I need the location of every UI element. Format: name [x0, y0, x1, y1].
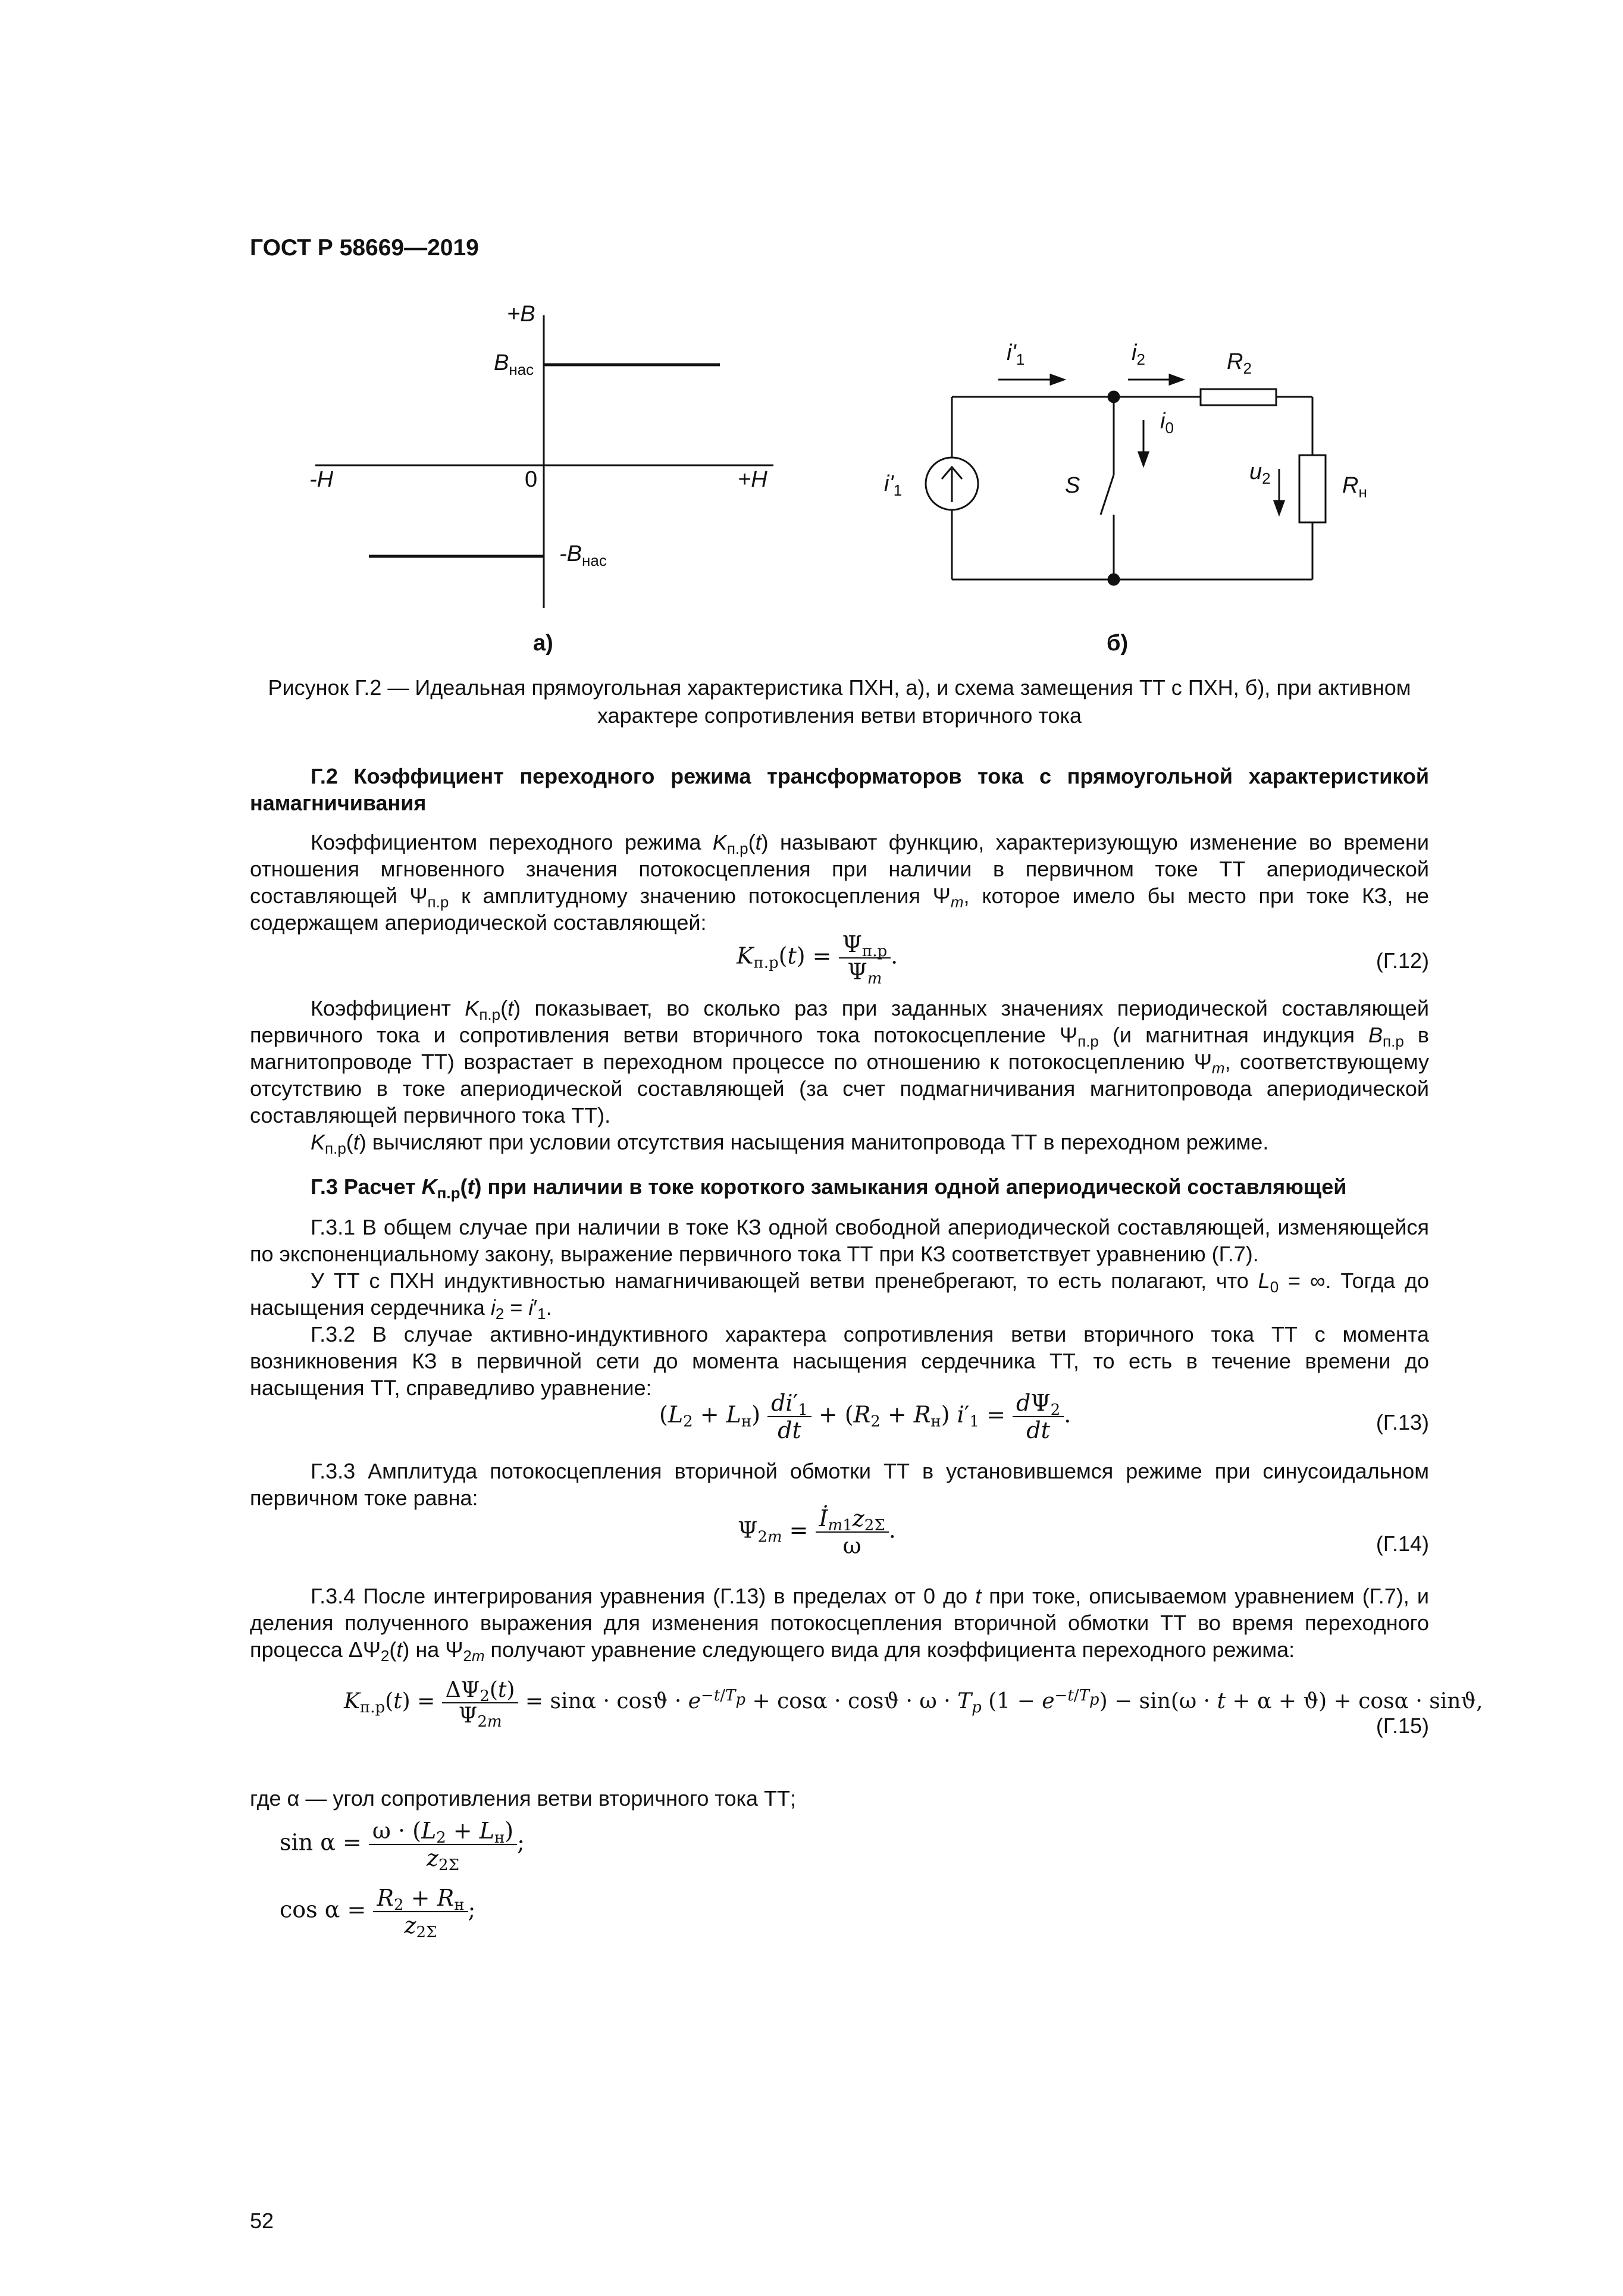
label-minus-h: -H	[309, 467, 334, 492]
label-i2: $i_2$	[1132, 340, 1145, 368]
equation-number-g15: (Г.15)	[1376, 1714, 1429, 1738]
paragraph-g2-1: Коэффициентом переходного режима $K_{п.р}(t)$ называют функцию, характеризующую изменение во времени отношения мгновенного значения потокосцепления при наличии в первичном токе ТТ апериодической составляющей $\Psi_{п.р}$ к амплитудному значению потокосцепления $\Psi_m$, которое имело бы место при токе КЗ, не содержащем апериодической составляющей:	[250, 830, 1429, 935]
formula-g13: $(L_2 + L_н)$ $\frac{di'_1}{dt}$ + $(R_2 + R_н) i'_1$ = $\frac{d\Psi_2}{dt}$ .	[659, 1390, 1071, 1443]
label-i0: $i_0$	[1160, 409, 1174, 437]
formula-sin-alpha: sin α = $\frac{\omega \cdot (L_2 + L_н)}{z_{2\Sigma}}$ ;	[280, 1818, 525, 1874]
formula-g12: $K_{п.р}(t)$ = $\frac{\Psi_{п.р}}{\Psi_m}$ .	[737, 931, 898, 988]
formula-cos-alpha: cos α = $\frac{R_2 + R_н}{z_{2\Sigma}}$ ;	[280, 1885, 476, 1941]
page-number: 52	[250, 2209, 274, 2233]
paragraph-g2-2: Коэффициент $K_{п.р}(t)$ показывает, во сколько раз при заданных значениях периодической составляющей первичного тока и сопротивления ветви вторичного тока потокосцепление $\Psi_{п.р}$ (и магнитная индукция $B_{п.р}$ в магнитопроводе ТТ) возрастает в переходном процессе по отношению к потокосцеплению $\Psi_m$, соответствующему отсутствию в токе апериодической составляющей (за счет подмагничивания магнитопровода апериодической составляющей первичного тока ТТ).	[250, 996, 1430, 1127]
section-g3-title: Г.3 Расчет $K_{п.р}(t)$ при наличии в токе короткого замыкания одной апериодической составляющей	[311, 1174, 1347, 1202]
figure-a	[315, 315, 773, 608]
label-i1-prime-top: $i'_1$	[1007, 340, 1025, 368]
figure-g2	[280, 303, 1440, 660]
label-rn: $R_н$	[1342, 473, 1367, 501]
page-header: ГОСТ Р 58669—2019	[250, 235, 479, 261]
equation-number-g13: (Г.13)	[1376, 1410, 1429, 1434]
equation-number-g12: (Г.12)	[1376, 948, 1429, 973]
paragraph-g33: Г.3.3 Амплитуда потокосцепления вторичной обмотки ТТ в установившемся режиме при синусоидальном первичном токе равна:	[250, 1459, 1429, 1510]
formula-g15: $K_{п.р}(t)$ = $\frac{\Delta\Psi_2(t)}{\Psi_{2m}}$ = $\sin\alpha \cdot \cos ϑ \cdot e^{-t/T_p} + \cos\alpha \cdot \cos ϑ \cdot \omega \cdot T_p$ $(1 - e^{-t/T_p}) - \sin(\omega \cdot t + \alpha + ϑ) + \cos\alpha \cdot \sin ϑ$,	[344, 1678, 1483, 1731]
paragraph-tt-pxn: У ТТ с ПХН индуктивностью намагничивающей ветви пренебрегают, то есть полагают, что $L_0$ = ∞. Тогда до насыщения сердечника $i_2 = i'_1$.	[250, 1268, 1429, 1323]
paragraph-g2-3: $K_{п.р}(t)$ вычисляют при условии отсутствия насыщения манитопровода ТТ в переходном режиме.	[311, 1130, 1269, 1157]
label-switch-s: S	[1065, 473, 1080, 498]
equation-number-g14: (Г.14)	[1376, 1531, 1429, 1556]
paragraph-g32: Г.3.2 В случае активно-индуктивного характера сопротивления ветви вторичного тока ТТ с момента возникновения КЗ в первичной сети до момента насыщения сердечника ТТ, то есть в течение времени до насыщения ТТ, справедливо уравнение:	[250, 1322, 1429, 1400]
figure-caption: Рисунок Г.2 — Идеальная прямоугольная характеристика ПХН, а), и схема замещения ТТ с ПХН, б), при активном характере сопротивления ветви вторичного тока	[268, 675, 1411, 728]
formula-g14: $\Psi_{2m}$ = $\frac{İ_{m1}z_{2\Sigma}}{\omega}$ .	[738, 1505, 896, 1559]
label-plus-h: +H	[738, 467, 767, 492]
label-r2: $R_2$	[1227, 349, 1252, 377]
label-minus-b-sat: $-B_{нас}$	[559, 541, 607, 569]
resistor-r2	[1201, 389, 1276, 405]
paragraph-g34: Г.3.4 После интегрирования уравнения (Г.13) в пределах от 0 до t при токе, описываемом уравнением (Г.7), и деления полученного выражения для изменения потокосцепления вторичной обмотки ТТ во время переходного процесса $\Delta\Psi_2(t)$ на $\Psi_{2m}$ получают уравнение следующего вида для коэффициента переходного режима:	[250, 1584, 1429, 1665]
resistor-rn	[1299, 455, 1326, 522]
switch-s	[1101, 475, 1114, 515]
paragraph-g31: Г.3.1 В общем случае при наличии в токе КЗ одной свободной апериодической составляющей, изменяющейся по экспоненциальному закону, выражение первичного тока ТТ при КЗ соответствует уравнению (Г.7).	[250, 1215, 1429, 1266]
label-u2: $u_2$	[1249, 459, 1271, 487]
section-g2-title: Г.2 Коэффициент переходного режима трансформаторов тока с прямоугольной характеристикой намагничивания	[250, 764, 1429, 815]
label-i1-prime-source: $i'_1$	[884, 471, 903, 499]
label-figure-b: б)	[1107, 631, 1129, 656]
label-b-sat: $B_{нас}$	[494, 350, 534, 378]
paragraph-where: где α — угол сопротивления ветви вторичного тока ТТ;	[250, 1786, 797, 1811]
label-zero: 0	[525, 467, 538, 492]
label-figure-a: а)	[533, 631, 553, 656]
label-plus-b: +B	[507, 303, 535, 327]
